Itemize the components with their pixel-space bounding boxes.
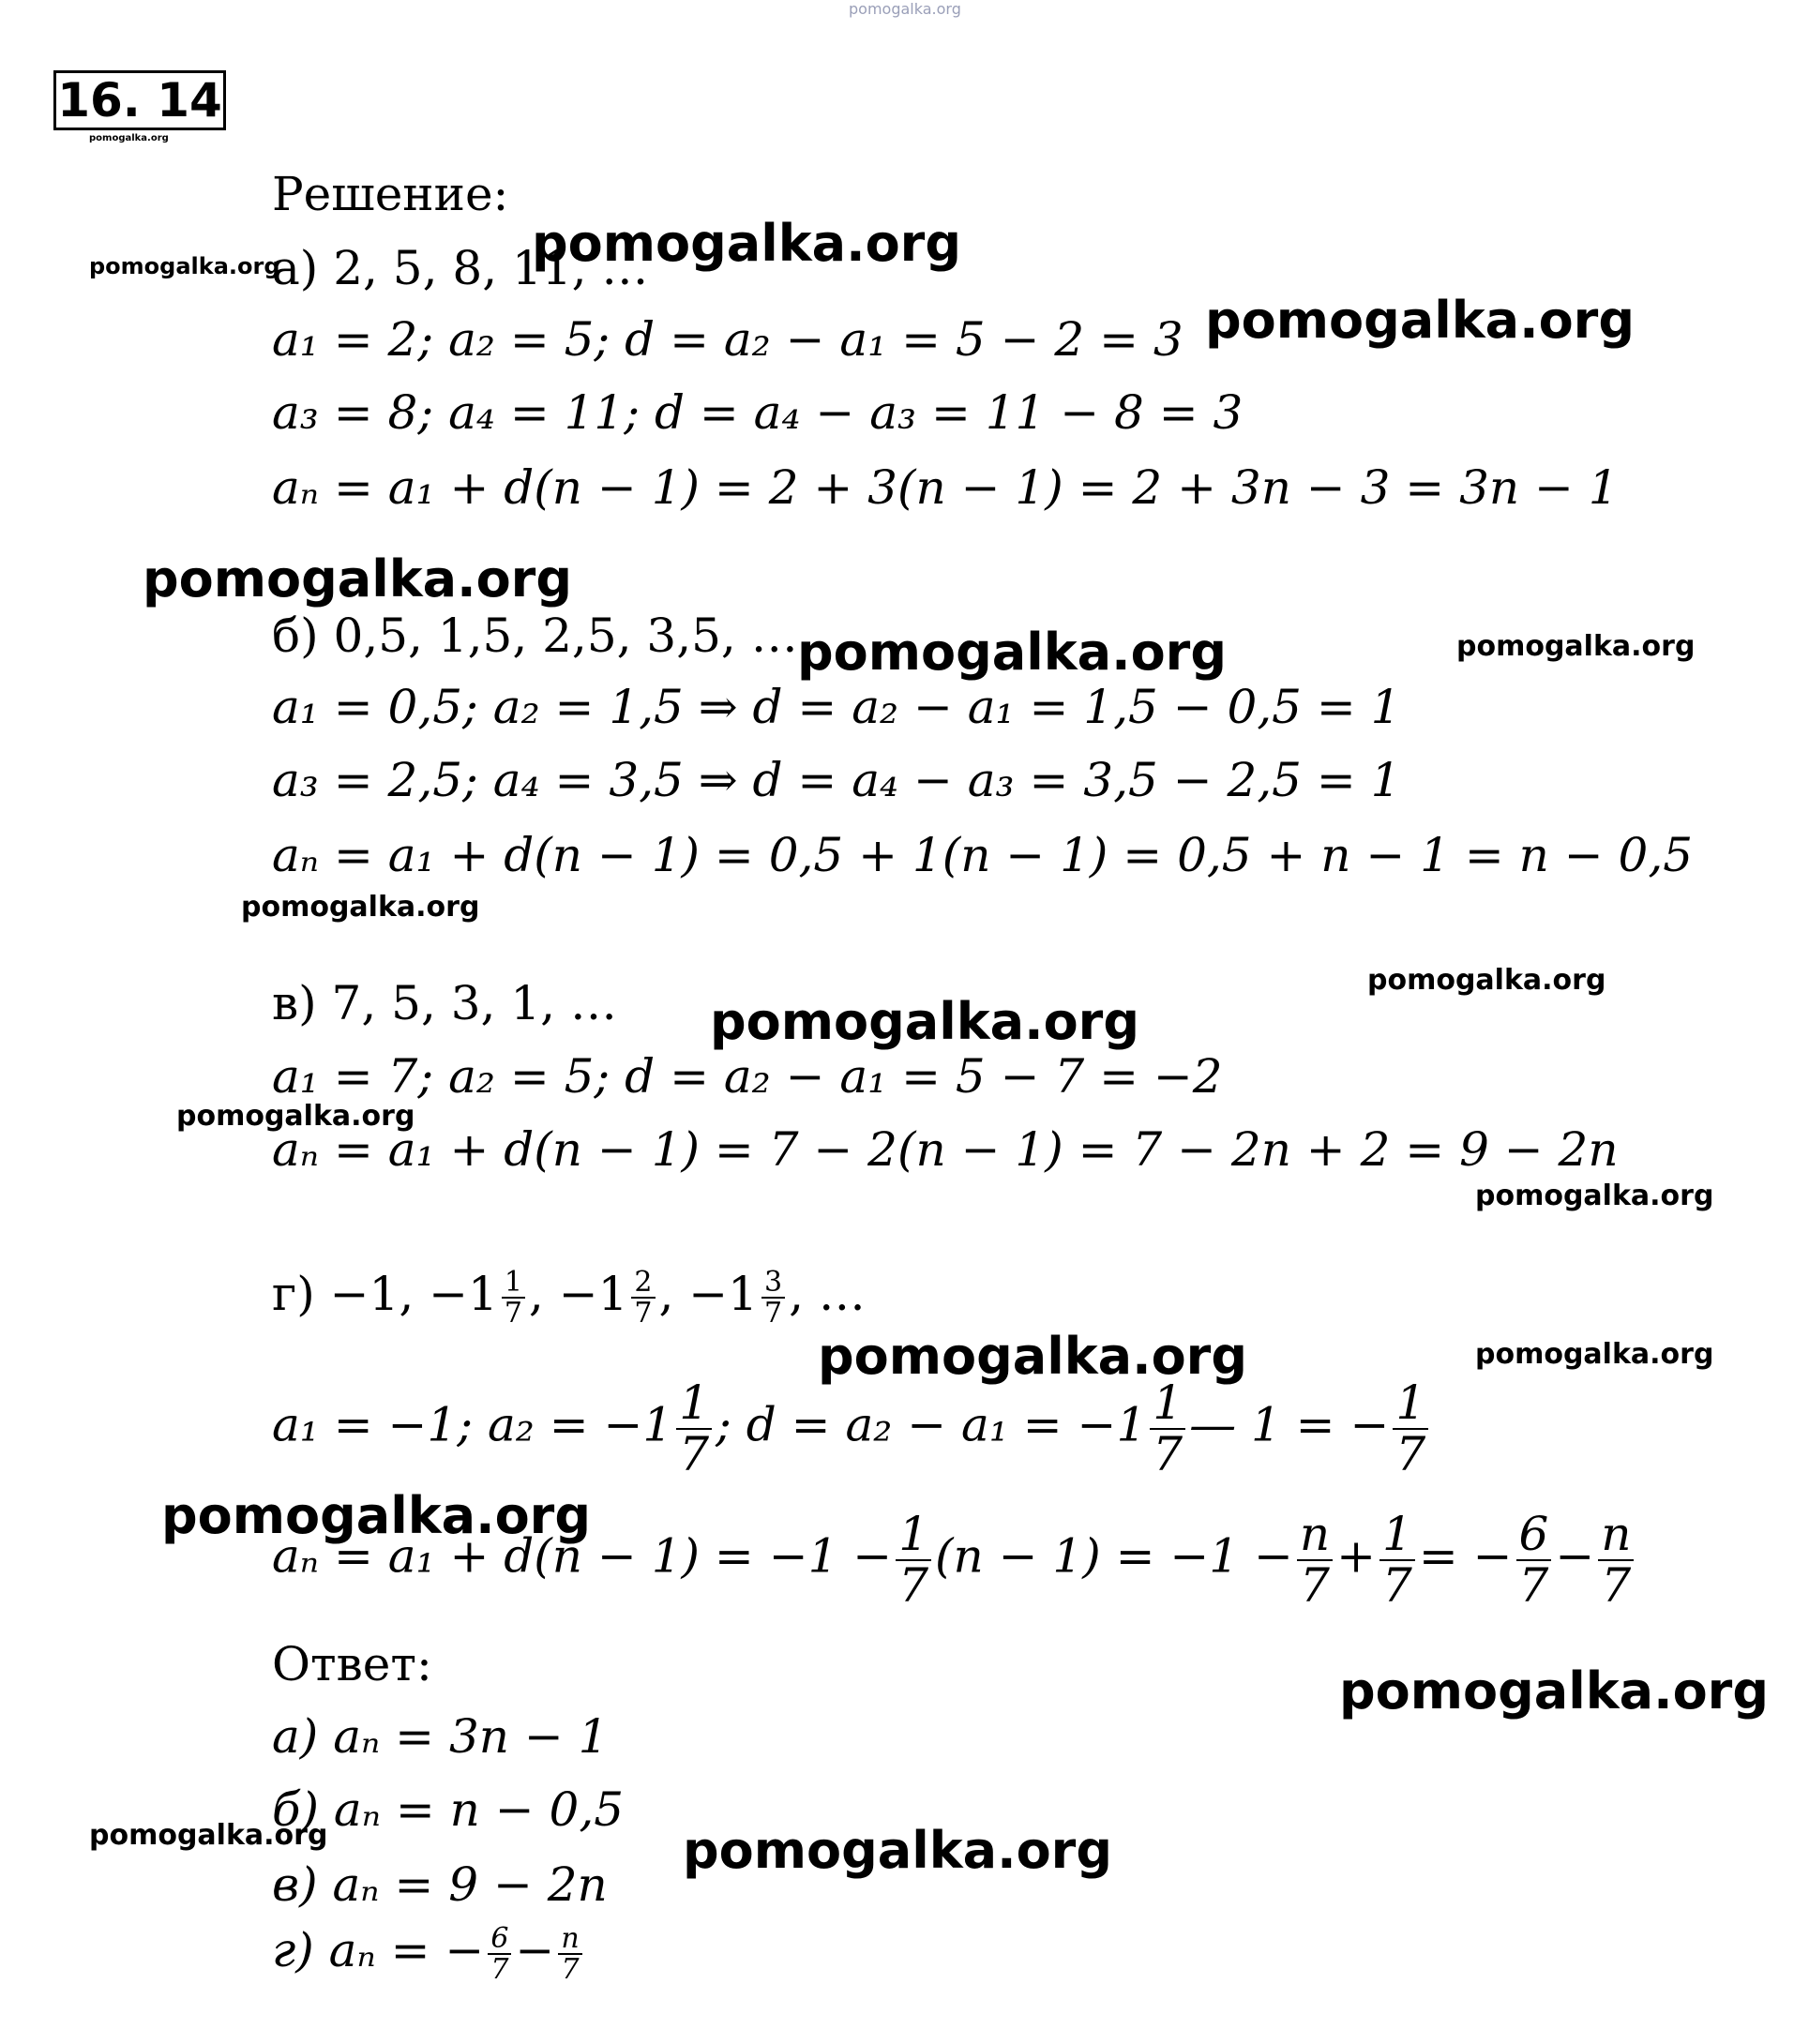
part-g-seq-term-3: , −1 — [658, 1267, 758, 1321]
part-g-sequence — [272, 1266, 866, 1329]
fraction: $\frac{1}{7}$ — [676, 1378, 712, 1479]
part-b-line-1: a₁ = 0,5; a₂ = 1,5 ⇒ d = a₂ − a₁ = 1,5 − 0,5 = 1 — [272, 680, 1401, 734]
part-a-line-2: a₃ = 8; a₄ = 11; d = a₄ − a₃ = 11 − 8 = 3 — [272, 385, 1244, 440]
part-g-line-2-b: (n − 1) = −1 − — [935, 1528, 1293, 1584]
part-g-line-1 — [272, 1375, 1432, 1481]
watermark: pomogalka.org — [1456, 630, 1696, 663]
part-g-seq-term-2: , −1 — [528, 1267, 628, 1321]
watermark: pomogalka.org — [683, 1821, 1112, 1880]
fraction: $\frac{n}{7}$ — [1297, 1510, 1333, 1610]
part-b-sequence: б) 0,5, 1,5, 2,5, 3,5, … — [272, 609, 798, 663]
part-a-line-1: a₁ = 2; a₂ = 5; d = a₂ − a₁ = 5 − 2 = 3 — [272, 312, 1183, 367]
problem-number-box: 16. 14 — [53, 70, 226, 130]
watermark: pomogalka.org — [710, 992, 1139, 1051]
watermark: pomogalka.org — [1205, 291, 1635, 350]
part-a-line-3: aₙ = a₁ + d(n − 1) = 2 + 3(n − 1) = 2 + 3n − 3 = 3n − 1 — [272, 460, 1619, 515]
part-g-line-2-a: aₙ = a₁ + d(n − 1) = −1 − — [272, 1528, 893, 1584]
watermark: pomogalka.org — [241, 891, 480, 924]
part-v-line-1: a₁ = 7; a₂ = 5; d = a₂ − a₁ = 5 − 7 = −2 — [272, 1049, 1223, 1104]
watermark: pomogalka.org — [1475, 1338, 1714, 1371]
answer-a: а) aₙ = 3n − 1 — [272, 1709, 609, 1764]
part-g-line-1-b: ; d = a₂ − a₁ = −1 — [716, 1397, 1147, 1452]
fraction: $\frac{n}{7}$ — [1598, 1510, 1634, 1610]
fraction: $\frac{1}{7}$ — [1379, 1510, 1415, 1610]
fraction: $\frac{1}{7}$ — [1393, 1378, 1428, 1479]
watermark: pomogalka.org — [818, 1327, 1247, 1386]
part-g-line-2 — [272, 1507, 1637, 1613]
watermark-under-box: pomogalka.org — [89, 133, 169, 143]
part-a-sequence: а) 2, 5, 8, 11, … — [272, 241, 649, 295]
fraction: $\frac{1}{7}$ — [502, 1268, 525, 1329]
fraction: $\frac{n}{7}$ — [558, 1924, 581, 1985]
fraction: $\frac{2}{7}$ — [631, 1268, 655, 1329]
watermark: pomogalka.org — [89, 253, 280, 279]
fraction: $\frac{6}{7}$ — [488, 1924, 511, 1985]
part-g-line-2-e: − — [1555, 1528, 1595, 1584]
watermark: pomogalka.org — [1339, 1661, 1769, 1721]
watermark: pomogalka.org — [161, 1486, 591, 1545]
part-g-seq-end: , … — [789, 1267, 866, 1321]
part-v-line-2: aₙ = a₁ + d(n − 1) = 7 − 2(n − 1) = 7 − 2n + 2 = 9 − 2n — [272, 1122, 1619, 1177]
answer-g-minus: − — [515, 1923, 555, 1977]
watermark: pomogalka.org — [1367, 964, 1606, 997]
fraction: $\frac{1}{7}$ — [1150, 1378, 1185, 1479]
fraction: $\frac{1}{7}$ — [896, 1510, 931, 1610]
fraction: $\frac{3}{7}$ — [761, 1268, 785, 1329]
part-v-sequence: в) 7, 5, 3, 1, … — [272, 976, 617, 1030]
part-g-seq-term-1: −1, −1 — [329, 1267, 498, 1321]
watermark: pomogalka.org — [797, 623, 1227, 682]
watermark-top: pomogalka.org — [849, 0, 961, 18]
solution-heading: Решение: — [272, 167, 509, 221]
part-g-label: г) — [272, 1267, 315, 1321]
part-b-line-3: aₙ = a₁ + d(n − 1) = 0,5 + 1(n − 1) = 0,5 + n − 1 = n − 0,5 — [272, 828, 1694, 882]
part-g-line-2-c: + — [1336, 1528, 1376, 1584]
part-g-line-2-d: = − — [1418, 1528, 1513, 1584]
watermark: pomogalka.org — [89, 1819, 328, 1852]
fraction: $\frac{6}{7}$ — [1516, 1510, 1552, 1610]
answer-g-label: г) aₙ = − — [272, 1923, 485, 1977]
answer-g — [272, 1922, 586, 1985]
part-b-line-2: a₃ = 2,5; a₄ = 3,5 ⇒ d = a₄ − a₃ = 3,5 − 2,5 = 1 — [272, 753, 1401, 807]
watermark: pomogalka.org — [1475, 1180, 1714, 1212]
part-g-line-1-c: — 1 = − — [1189, 1397, 1390, 1452]
answer-heading: Ответ: — [272, 1637, 432, 1691]
part-g-line-1-a: a₁ = −1; a₂ = −1 — [272, 1397, 673, 1452]
answer-b: б) aₙ = n − 0,5 — [272, 1782, 625, 1837]
watermark: pomogalka.org — [143, 549, 572, 609]
watermark: pomogalka.org — [176, 1100, 415, 1133]
answer-v: в) aₙ = 9 − 2n — [272, 1857, 608, 1912]
watermark: pomogalka.org — [532, 214, 961, 273]
